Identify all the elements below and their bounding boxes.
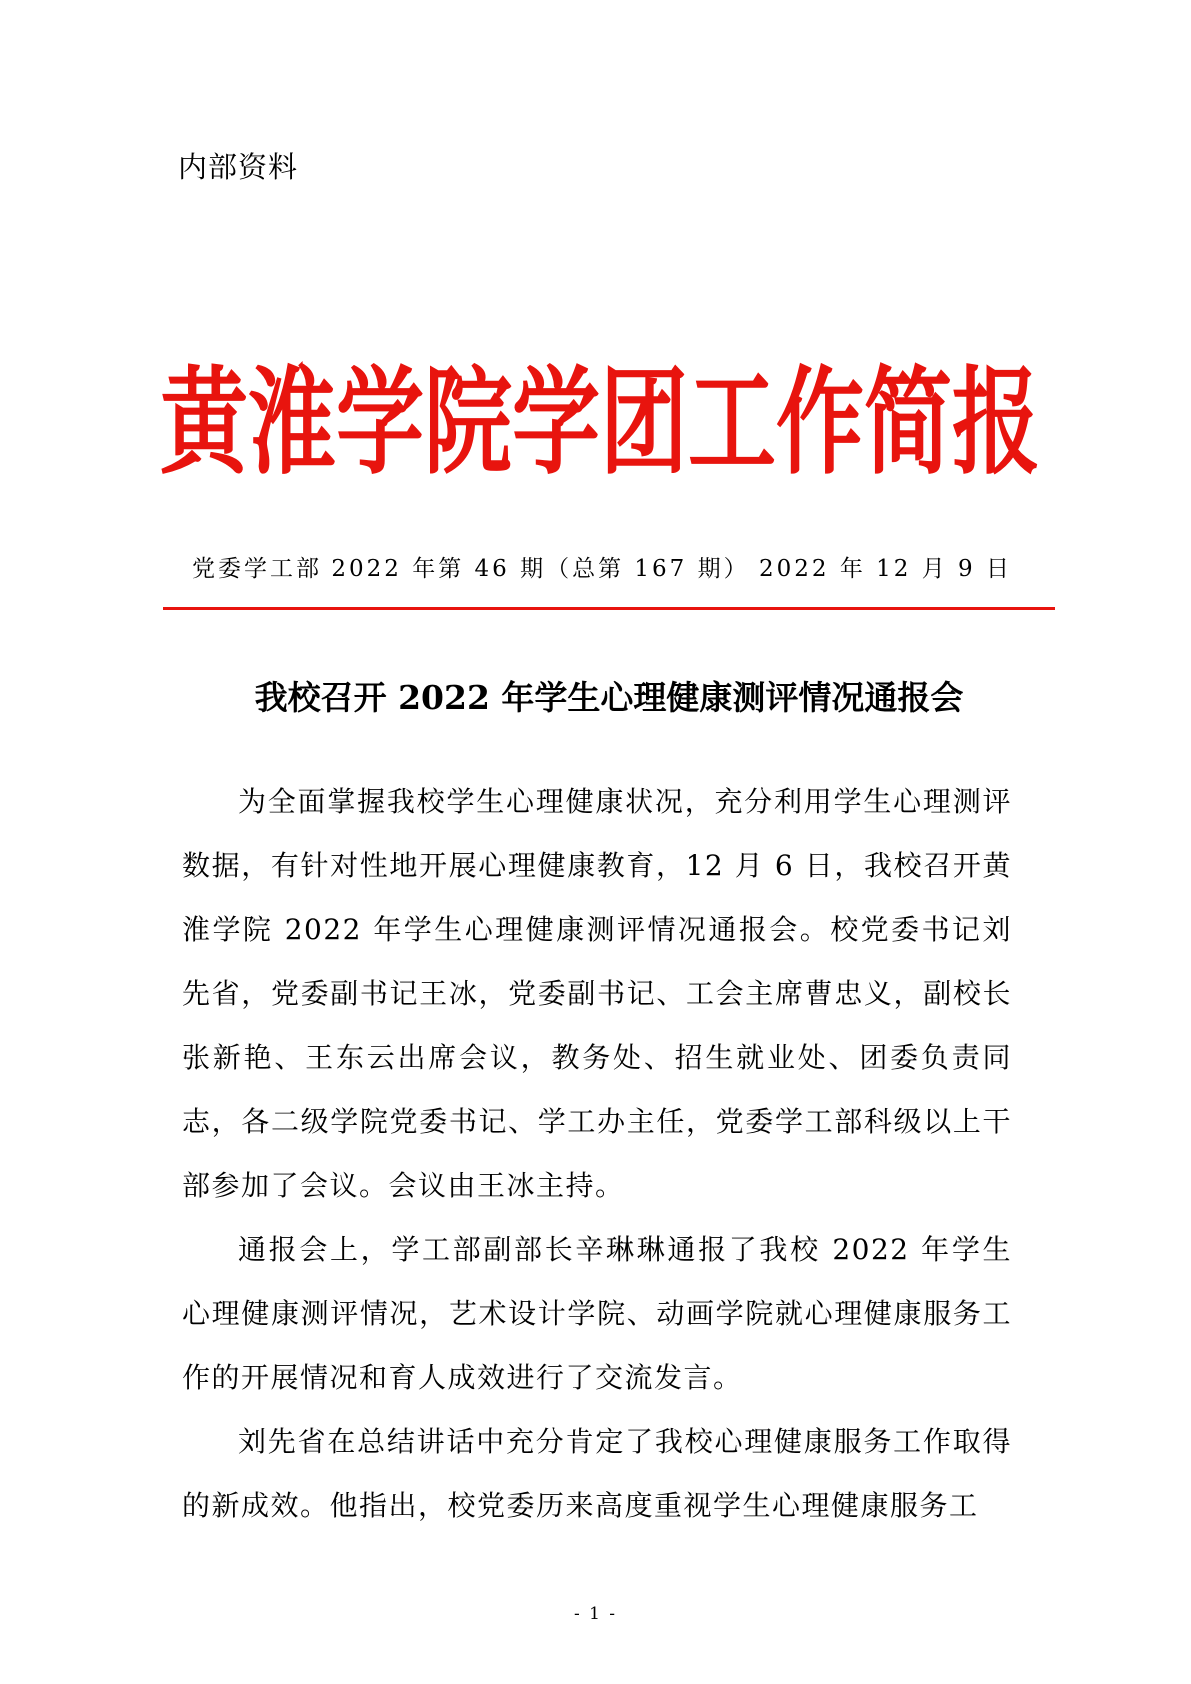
article-title: 我校召开 2022 年学生心理健康测评情况通报会 xyxy=(254,678,964,717)
page-number: - 1 - xyxy=(573,1604,618,1624)
issuing-department: 党委学工部 xyxy=(192,556,322,582)
issue-number: 2022 年第 46 期（总第 167 期） xyxy=(331,556,750,582)
newsletter-masthead: 黄淮学院学团工作简报 xyxy=(160,352,1041,490)
red-divider-rule xyxy=(163,607,1055,610)
article-paragraph: 刘先省在总结讲话中充分肯定了我校心理健康服务工作取得的新成效。他指出，校党委历来高度重视学生心理健康服务工 xyxy=(182,1425,1012,1522)
issue-date: 2022 年 12 月 9 日 xyxy=(758,556,1012,582)
article-body xyxy=(182,770,1012,1538)
article-paragraph: 通报会上，学工部副部长辛琳琳通报了我校 2022 年学生心理健康测评情况，艺术设计学院、动画学院就心理健康服务工作的开展情况和育人成效进行了交流发言。 xyxy=(182,1233,1012,1394)
issue-info-line xyxy=(192,556,1012,584)
article-paragraph: 为全面掌握我校学生心理健康状况，充分利用学生心理测评数据，有针对性地开展心理健康教育，12 月 6 日，我校召开黄淮学院 2022 年学生心理健康测评情况通报会。校党委书记刘先省，党委副书记王冰，党委副书记、工会主席曹忠义，副校长张新艳、王东云出席会议，教务处、招生就业处、团委负责同志，各二级学院党委书记、学工办主任，党委学工部科级以上干部参加了会议。会议由王冰主持。 xyxy=(182,785,1012,1202)
classification-label: 内部资料 xyxy=(178,150,299,184)
